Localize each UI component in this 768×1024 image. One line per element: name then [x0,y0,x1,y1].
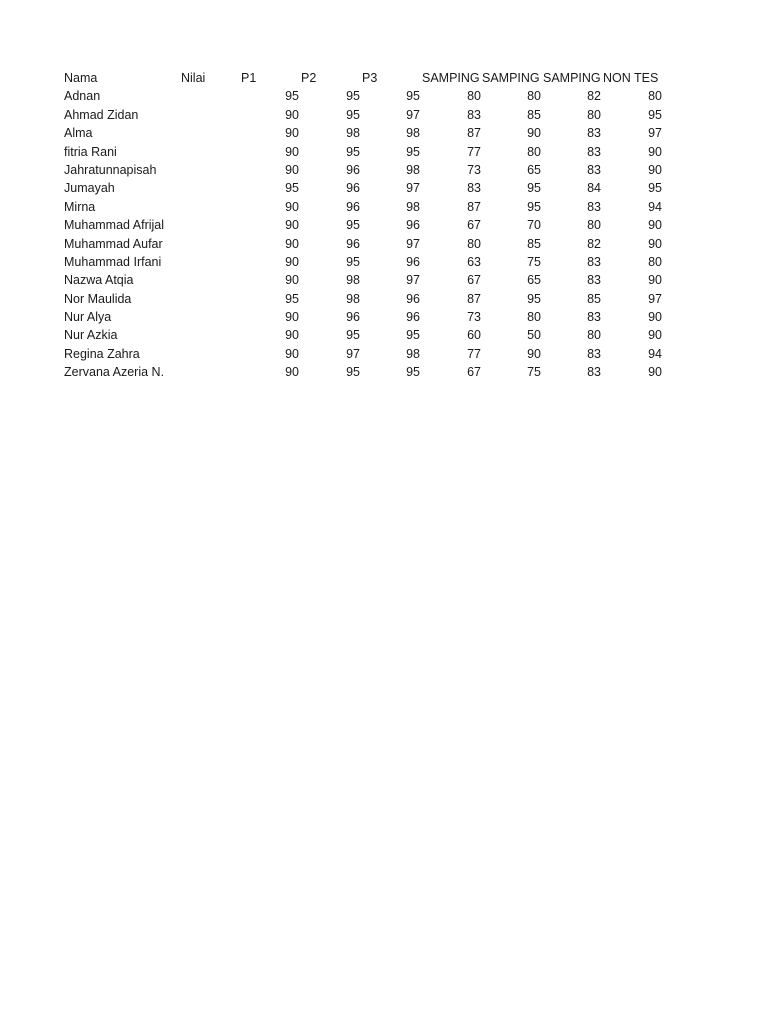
score-cell: 80 [587,107,601,122]
score-cell: 96 [406,218,420,233]
score-cell: 97 [406,107,420,122]
score-cell: 98 [406,162,420,177]
student-name: Muhammad Aufar [64,236,163,251]
score-cell: 90 [648,162,662,177]
score-cell: 80 [527,144,541,159]
header-samping-1: SAMPING [422,71,480,85]
score-cell: 98 [346,273,360,288]
score-cell: 63 [467,254,481,269]
score-cell: 80 [648,254,662,269]
score-cell: 98 [406,346,420,361]
score-cell: 83 [587,365,601,380]
score-cell: 83 [587,126,601,141]
student-name: Jumayah [64,181,115,196]
score-cell: 83 [587,310,601,325]
score-cell: 96 [406,254,420,269]
student-name: Regina Zahra [64,346,140,361]
score-cell: 97 [406,181,420,196]
score-cell: 95 [648,107,662,122]
score-cell: 83 [587,162,601,177]
student-name: Nor Maulida [64,291,132,306]
score-cell: 97 [406,273,420,288]
score-cell: 60 [467,328,481,343]
header-nilai: Nilai [181,71,206,85]
header-p2: P2 [301,71,317,85]
score-cell: 95 [648,181,662,196]
score-cell: 95 [346,89,360,104]
score-cell: 95 [406,365,420,380]
score-cell: 90 [285,254,299,269]
score-cell: 80 [527,310,541,325]
score-cell: 87 [467,126,481,141]
score-cell: 67 [467,273,481,288]
score-cell: 83 [587,346,601,361]
score-cell: 95 [406,328,420,343]
score-cell: 82 [587,89,601,104]
score-cell: 94 [648,199,662,214]
score-cell: 98 [346,291,360,306]
score-cell: 73 [467,310,481,325]
score-cell: 90 [285,236,299,251]
score-cell: 96 [346,236,360,251]
student-name: fitria Rani [64,144,117,159]
score-cell: 98 [406,126,420,141]
score-cell: 96 [406,310,420,325]
score-cell: 85 [527,236,541,251]
student-name: Jahratunnapisah [64,162,157,177]
score-cell: 85 [587,291,601,306]
score-cell: 70 [527,218,541,233]
score-cell: 95 [346,144,360,159]
score-cell: 95 [406,89,420,104]
score-cell: 82 [587,236,601,251]
student-name: Alma [64,126,93,141]
score-cell: 80 [587,218,601,233]
score-cell: 77 [467,346,481,361]
score-cell: 65 [527,273,541,288]
header-samping-2: SAMPING [482,71,540,85]
score-cell: 98 [406,199,420,214]
score-cell: 95 [285,89,299,104]
score-cell: 67 [467,218,481,233]
score-cell: 80 [467,89,481,104]
score-cell: 84 [587,181,601,196]
score-cell: 83 [587,254,601,269]
score-cell: 90 [285,365,299,380]
score-cell: 90 [648,236,662,251]
score-cell: 90 [285,310,299,325]
score-cell: 80 [467,236,481,251]
score-cell: 90 [285,162,299,177]
score-cell: 90 [648,144,662,159]
score-cell: 96 [346,181,360,196]
score-cell: 80 [587,328,601,343]
score-cell: 96 [346,162,360,177]
score-cell: 90 [648,218,662,233]
score-cell: 83 [587,273,601,288]
score-cell: 90 [527,346,541,361]
score-cell: 95 [285,181,299,196]
student-name: Adnan [64,89,101,104]
score-cell: 85 [527,107,541,122]
score-cell: 94 [648,346,662,361]
score-cell: 90 [648,328,662,343]
score-cell: 90 [527,126,541,141]
score-cell: 95 [406,144,420,159]
score-cell: 90 [285,126,299,141]
score-cell: 95 [346,365,360,380]
score-cell: 95 [527,181,541,196]
score-cell: 95 [346,328,360,343]
score-cell: 75 [527,365,541,380]
score-cell: 87 [467,291,481,306]
score-cell: 80 [527,89,541,104]
student-name: Nur Alya [64,310,112,325]
score-cell: 87 [467,199,481,214]
student-name: Muhammad Irfani [64,254,162,269]
header-non-tes: NON TES [603,71,659,85]
score-cell: 95 [346,218,360,233]
score-cell: 90 [285,273,299,288]
score-cell: 95 [346,107,360,122]
score-cell: 90 [285,218,299,233]
student-name: Nazwa Atqia [64,273,134,288]
score-cell: 98 [346,126,360,141]
score-cell: 90 [285,144,299,159]
score-cell: 90 [648,310,662,325]
score-cell: 80 [648,89,662,104]
score-cell: 90 [648,365,662,380]
score-cell: 65 [527,162,541,177]
score-cell: 95 [346,254,360,269]
score-cell: 73 [467,162,481,177]
score-cell: 90 [285,107,299,122]
header-p3: P3 [362,71,378,85]
score-cell: 50 [527,328,541,343]
student-name: Ahmad Zidan [64,107,139,122]
score-cell: 90 [285,328,299,343]
score-cell: 67 [467,365,481,380]
score-cell: 83 [587,144,601,159]
score-cell: 95 [527,291,541,306]
score-cell: 96 [346,310,360,325]
score-cell: 96 [406,291,420,306]
score-cell: 97 [648,126,662,141]
student-name: Mirna [64,199,96,214]
student-name: Zervana Azeria N. [64,365,165,380]
score-cell: 83 [587,199,601,214]
header-p1: P1 [241,71,257,85]
student-name: Muhammad Afrijal [64,218,165,233]
header-samping-3: SAMPING [543,71,601,85]
score-cell: 90 [648,273,662,288]
score-cell: 83 [467,107,481,122]
score-cell: 75 [527,254,541,269]
header-nama: Nama [64,71,98,85]
score-cell: 97 [346,346,360,361]
score-cell: 97 [406,236,420,251]
score-cell: 95 [527,199,541,214]
score-cell: 95 [285,291,299,306]
score-cell: 97 [648,291,662,306]
score-cell: 90 [285,199,299,214]
student-name: Nur Azkia [64,328,118,343]
score-cell: 96 [346,199,360,214]
score-cell: 77 [467,144,481,159]
score-cell: 90 [285,346,299,361]
score-cell: 83 [467,181,481,196]
